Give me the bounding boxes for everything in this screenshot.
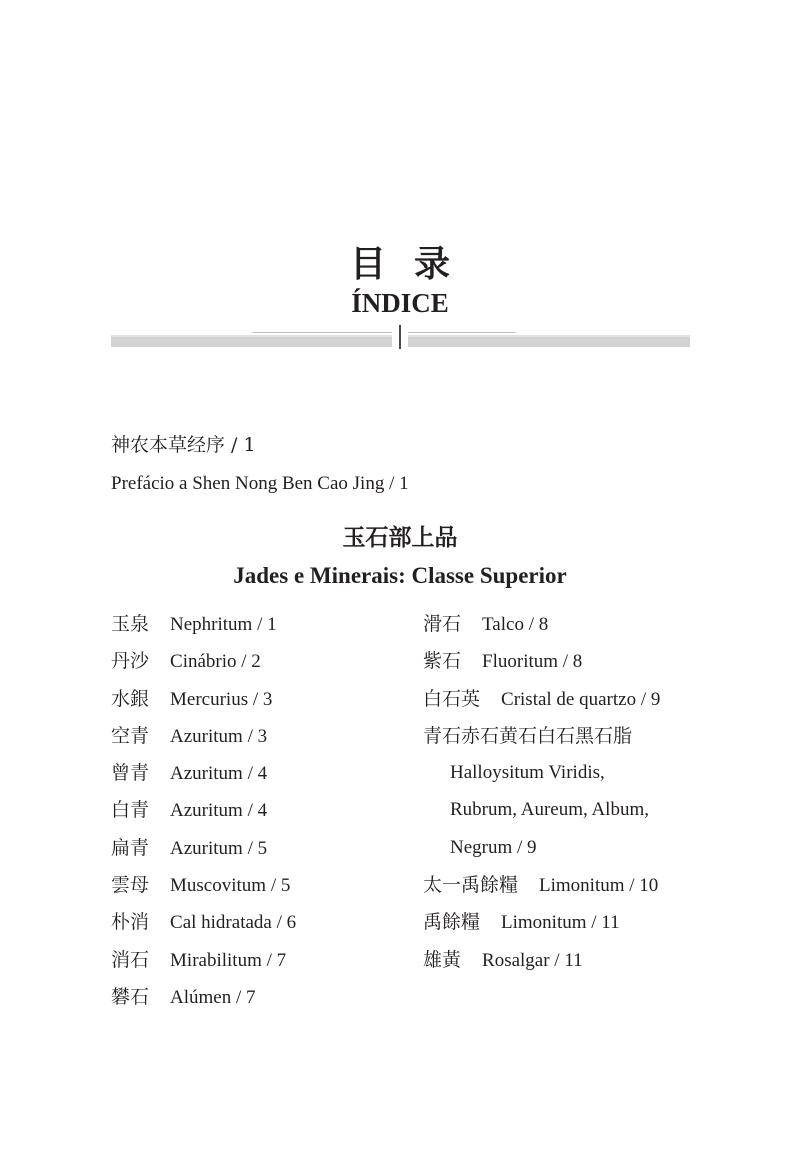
section-heading-chinese: 玉石部上品: [342, 525, 458, 551]
entry-chinese-name: 青石赤石黄石白石黑石脂: [423, 724, 633, 747]
entry-latin-name: Talco / 8: [482, 614, 549, 635]
entry-chinese-name: 水銀: [111, 687, 150, 710]
entry-latin-name: Cinábrio / 2: [170, 651, 261, 673]
preface-entry-portuguese: Prefácio a Shen Nong Ben Cao Jing / 1: [111, 473, 409, 494]
section-heading-portuguese: Jades e Minerais: Classe Superior: [233, 563, 567, 588]
preface-entry-chinese: 神农本草经序 / 1: [111, 434, 256, 456]
index-entry-continuation: [423, 836, 793, 873]
page-title-chinese: 目录: [349, 244, 478, 285]
entry-chinese-name: 紫石: [423, 650, 462, 673]
title-rule-hairline-right: [408, 332, 516, 333]
entry-latin-name: Limonitum / 10: [539, 875, 659, 897]
entry-latin-name-line: Negrum / 9: [450, 836, 537, 858]
index-entry-continuation: [423, 761, 793, 798]
title-rule-left: [111, 335, 392, 347]
index-entry: [423, 649, 793, 686]
entry-chinese-name: 消石: [111, 948, 150, 971]
entry-chinese-name: 玉泉: [111, 613, 150, 635]
index-entry: [111, 985, 481, 1022]
entry-latin-name: Azuritum / 4: [170, 800, 268, 822]
title-rule-hairline-left: [252, 332, 392, 333]
index-entry: [423, 612, 793, 649]
entry-chinese-name: 雄黃: [423, 948, 462, 971]
entry-latin-name: Cristal de quartzo / 9: [501, 688, 661, 710]
entry-chinese-name: 滑石: [423, 613, 462, 635]
entry-latin-name-line: Halloysitum Viridis,: [450, 762, 605, 784]
entry-latin-name: Azuritum / 3: [170, 725, 268, 747]
page-title-portuguese: ÍNDICE: [351, 288, 449, 318]
title-rule-right: [408, 335, 690, 347]
title-rule-center-tick: [399, 325, 401, 349]
index-entry: [423, 910, 793, 947]
entry-chinese-name: 朴消: [111, 911, 150, 934]
index-entry: [423, 948, 793, 985]
entry-latin-name: Azuritum / 4: [170, 763, 268, 785]
entry-latin-name-line: Rubrum, Aureum, Album,: [450, 799, 649, 821]
entry-chinese-name: 太一禹餘糧: [423, 874, 519, 897]
entry-chinese-name: 礬石: [111, 985, 150, 1008]
entry-latin-name: Nephritum / 1: [170, 614, 277, 635]
entry-latin-name: Azuritum / 5: [170, 837, 268, 859]
index-entry: [423, 724, 793, 761]
entry-latin-name: Fluoritum / 8: [482, 651, 583, 673]
entry-latin-name: Rosalgar / 11: [482, 949, 583, 971]
entry-chinese-name: 禹餘糧: [423, 911, 481, 934]
entry-chinese-name: 丹沙: [111, 650, 150, 673]
entry-latin-name: Limonitum / 11: [501, 912, 620, 934]
entry-chinese-name: 曾青: [111, 762, 150, 785]
index-right-column: [423, 612, 793, 985]
entry-latin-name: Alúmen / 7: [170, 986, 256, 1008]
entry-chinese-name: 扁青: [111, 836, 150, 859]
entry-chinese-name: 白青: [111, 799, 150, 822]
entry-chinese-name: 白石英: [423, 687, 481, 710]
entry-latin-name: Mirabilitum / 7: [170, 949, 287, 971]
entry-latin-name: Mercurius / 3: [170, 688, 273, 710]
entry-latin-name: Muscovitum / 5: [170, 875, 291, 897]
index-entry: [423, 873, 793, 910]
entry-chinese-name: 雲母: [111, 874, 150, 897]
index-entry: [423, 687, 793, 724]
entry-latin-name: Cal hidratada / 6: [170, 912, 297, 934]
entry-chinese-name: 空青: [111, 724, 150, 747]
index-entry-continuation: [423, 798, 793, 835]
